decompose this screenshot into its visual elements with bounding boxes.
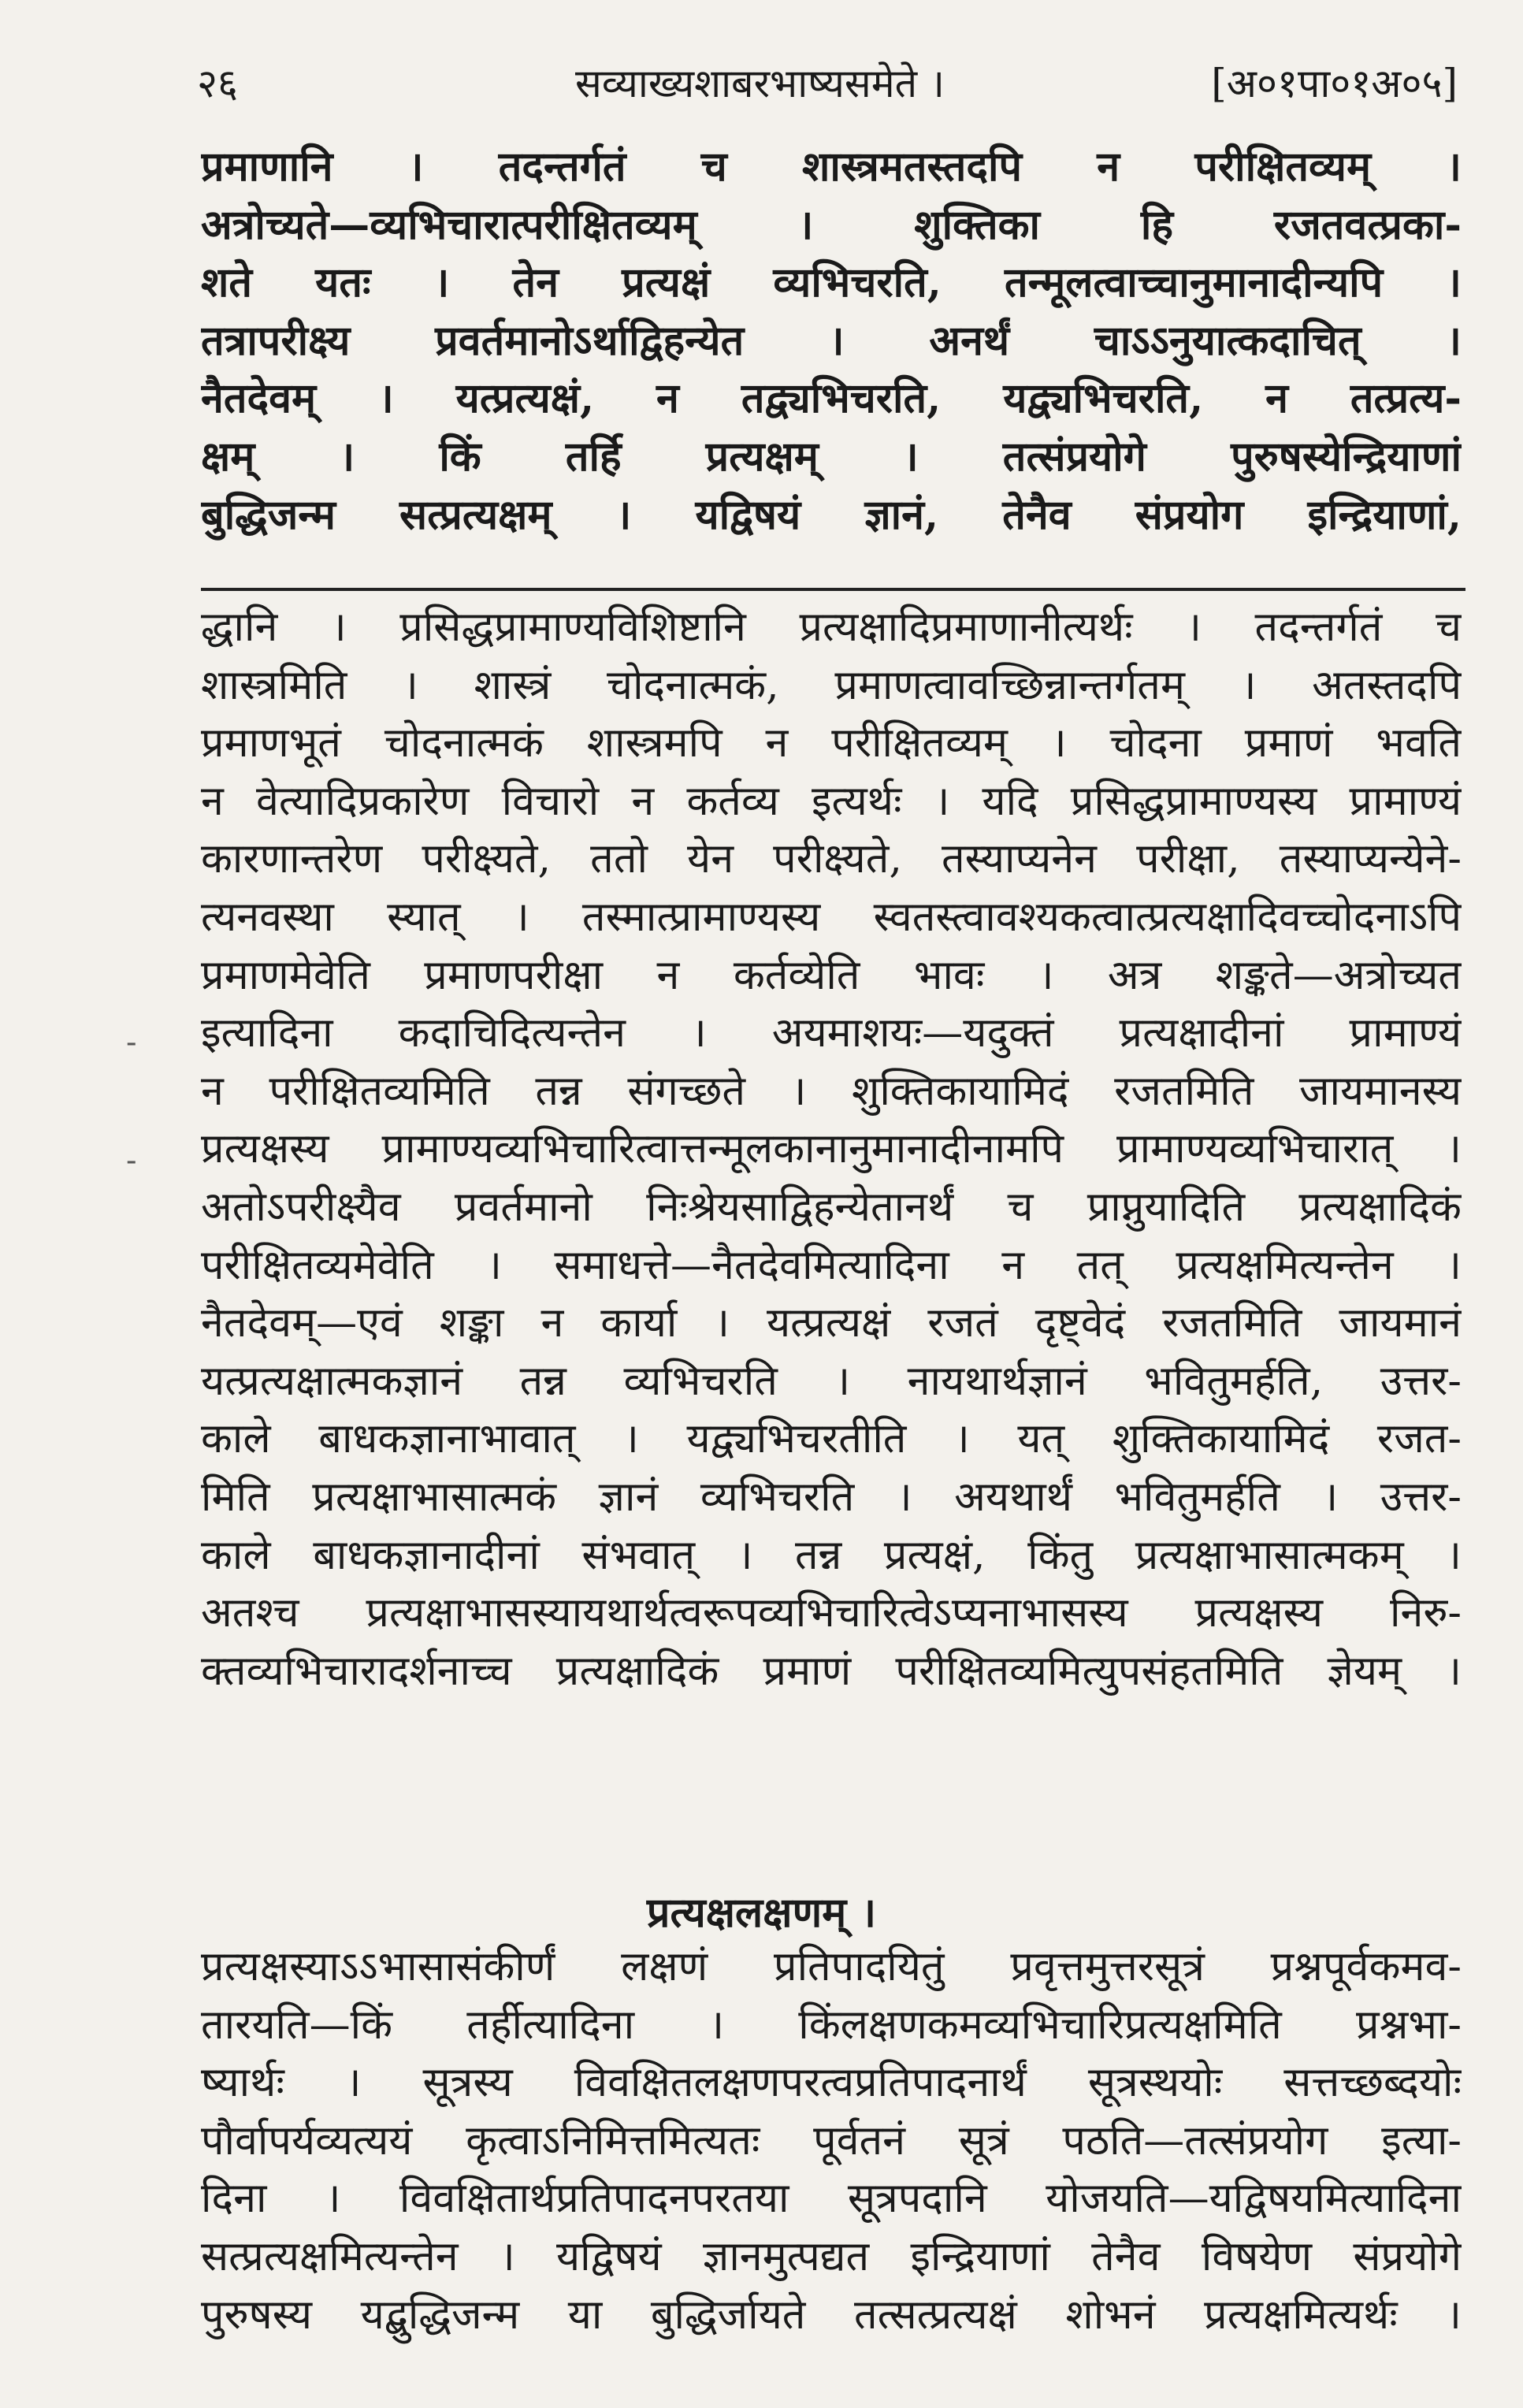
text-line: बुद्धिजन्म सत्प्रत्यक्षम् । यद्विषयं ज्ञानं, तेनैव संप्रयोग इन्द्रियाणां, (201, 490, 1462, 539)
bhashya-text (201, 138, 1462, 544)
text-line: नैतदेवम् । यत्प्रत्यक्षं, न तद्व्यभिचरति, यद्व्यभिचरति, न तत्प्रत्य- (201, 374, 1462, 423)
divider-rule (201, 588, 1465, 591)
text-line: मिति प्रत्यक्षाभासात्मकं ज्ञानं व्यभिचरति । अयथार्थं भवितुमर्हति । उत्तर- (201, 1473, 1462, 1521)
text-line: शते यतः । तेन प्रत्यक्षं व्यभिचरति, तन्मूलत्वाच्चानुमानादीन्यपि । (201, 258, 1462, 307)
text-line: त्यनवस्था स्यात् । तस्मात्प्रामाण्यस्य स्वतस्त्वावश्यकत्वात्प्रत्यक्षादिवच्चोदनाऽपि (201, 893, 1462, 941)
commentary-text-2 (201, 1938, 1462, 2344)
text-line: अत्रोच्यते—व्यभिचारात्परीक्षितव्यम् । शुक्तिका हि रजतवत्प्रका- (201, 200, 1462, 249)
chapter-reference: [अ०१पा०१अ०५] (1211, 61, 1458, 106)
margin-mark: - (126, 1143, 137, 1179)
text-line: न वेत्यादिप्रकारेण विचारो न कर्तव्य इत्यर्थः । यदि प्रसिद्धप्रामाण्यस्य प्रामाण्यं (201, 777, 1462, 825)
text-line: प्रमाणमेवेति प्रमाणपरीक्षा न कर्तव्येति भावः । अत्र शङ्कते—अत्रोच्यत (201, 951, 1462, 999)
text-line: प्रमाणभूतं चोदनात्मकं शास्त्रमपि न परीक्षितव्यम् । चोदना प्रमाणं भवति (201, 719, 1462, 767)
text-line: तारयति—किं तर्हीत्यादिना । किंलक्षणकमव्यभिचारिप्रत्यक्षमिति प्रश्नभा- (201, 2001, 1462, 2049)
text-line: अतश्च प्रत्यक्षाभासस्यायथार्थत्वरूपव्यभिचारित्वेऽप्यनाभासस्य प्रत्यक्षस्य निरु- (201, 1589, 1462, 1637)
text-line: क्षम् । किं तर्हि प्रत्यक्षम् । तत्संप्रयोगे पुरुषस्येन्द्रियाणां (201, 432, 1462, 481)
text-line: शास्त्रमिति । शास्त्रं चोदनात्मकं, प्रमाणत्वावच्छिन्नान्तर्गतम् । अतस्तदपि (201, 661, 1462, 709)
text-line: अतोऽपरीक्ष्यैव प्रवर्तमानो निःश्रेयसाद्विहन्येतानर्थं च प्राप्नुयादिति प्रत्यक्षादिकं (201, 1183, 1462, 1231)
text-line: प्रमाणानि । तदन्तर्गतं च शास्त्रमतस्तदपि न परीक्षितव्यम् । (201, 143, 1462, 191)
text-line: पुरुषस्य यद्बुद्धिजन्म या बुद्धिर्जायते तत्सत्प्रत्यक्षं शोभनं प्रत्यक्षमित्यर्थः । (201, 2291, 1462, 2339)
text-line: न परीक्षितव्यमिति तन्न संगच्छते । शुक्तिकायामिदं रजतमिति जायमानस्य (201, 1067, 1462, 1115)
text-line: प्रत्यक्षस्य प्रामाण्यव्यभिचारित्वात्तन्मूलकानानुमानादीनामपि प्रामाण्यव्यभिचारात् । (201, 1125, 1462, 1173)
text-line: इत्यादिना कदाचिदित्यन्तेन । अयमाशयः—यदुक्तं प्रत्यक्षादीनां प्रामाण्यं (201, 1009, 1462, 1057)
margin-mark: - (126, 1024, 137, 1061)
running-title: सव्याख्यशाबरभाष्यसमेते । (575, 61, 945, 106)
text-line: ष्यार्थः । सूत्रस्य विवक्षितलक्षणपरत्वप्रतिपादनार्थं सूत्रस्थयोः सत्तच्छब्दयोः (201, 2059, 1462, 2107)
text-line: प्रत्यक्षस्याऽऽभासासंकीर्णं लक्षणं प्रतिपादयितुं प्रवृत्तमुत्तरसूत्रं प्रश्नपूर्वकमव- (201, 1943, 1462, 1990)
text-line: यत्प्रत्यक्षात्मकज्ञानं तन्न व्यभिचरति । नायथार्थज्ञानं भवितुमर्हति, उत्तर- (201, 1357, 1462, 1405)
text-line: काले बाधकज्ञानादीनां संभवात् । तन्न प्रत्यक्षं, किंतु प्रत्यक्षाभासात्मकम् । (201, 1531, 1462, 1579)
text-line: पौर्वापर्यव्यत्ययं कृत्वाऽनिमित्तमित्यतः पूर्वतनं सूत्रं पठति—तत्संप्रयोग इत्या- (201, 2116, 1462, 2165)
text-line: सत्प्रत्यक्षमित्यन्तेन । यद्विषयं ज्ञानमुत्पद्यत इन्द्रियाणां तेनैव विषयेण संप्रयोगे (201, 2232, 1462, 2280)
section-heading: प्रत्यक्षलक्षणम् । (646, 1889, 877, 1937)
text-line: क्तव्यभिचारादर्शनाच्च प्रत्यक्षादिकं प्रमाणं परीक्षितव्यमित्युपसंहतमिति ज्ञेयम् । (201, 1647, 1462, 1695)
text-line: परीक्षितव्यमेवेति । समाधत्ते—नैतदेवमित्यादिना न तत् प्रत्यक्षमित्यन्तेन । (201, 1241, 1462, 1289)
text-line: काले बाधकज्ञानाभावात् । यद्व्यभिचरतीति । यत् शुक्तिकायामिदं रजत- (201, 1415, 1462, 1463)
text-line: द्धानि । प्रसिद्धप्रामाण्यविशिष्टानि प्रत्यक्षादिप्रमाणानीत्यर्थः । तदन्तर्गतं च (201, 604, 1462, 651)
text-line: कारणान्तरेण परीक्ष्यते, ततो येन परीक्ष्यते, तस्याप्यनेन परीक्षा, तस्याप्यन्येने- (201, 835, 1462, 883)
commentary-text (201, 599, 1462, 1700)
text-line: नैतदेवम्—एवं शङ्का न कार्या । यत्प्रत्यक्षं रजतं दृष्ट्वेदं रजतमिति जायमानं (201, 1299, 1462, 1347)
text-line: तत्रापरीक्ष्य प्रवर्तमानोऽर्थाद्विहन्येत । अनर्थं चाऽऽनुयात्कदाचित् । (201, 316, 1462, 365)
page-header (197, 55, 1458, 118)
text-line: दिना । विवक्षितार्थप्रतिपादनपरतया सूत्रपदानि योजयति—यद्विषयमित्यादिना (201, 2175, 1462, 2223)
page-number: २६ (197, 61, 238, 106)
